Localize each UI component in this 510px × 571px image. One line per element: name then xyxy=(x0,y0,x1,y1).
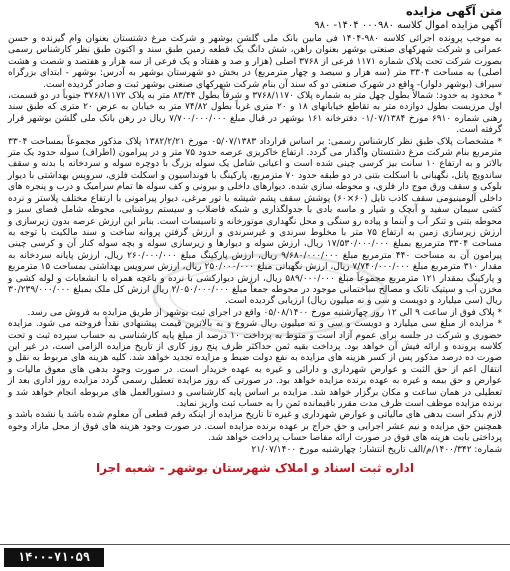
paragraph-auction-date: * پلاک فوق از ساعت ۹ الی ۱۲ روز چهارشنبه مورخ ۰۵/۰۸/۱۴۰۰ واقع در اجرای ثبت بوشهر از طریق مزایده به فروش می رسد. xyxy=(27,307,502,318)
paragraph-debts-note: لازم بذکر است بدهی های مالیاتی و عوارض شهرداری و غیره تا تاریخ مزایده از اینکه رقم قطعی آن معلوم شده باشد یا نشده باشد و همچنین حق مزایده و نیم عشر اجرایی و حق حراج بر عهده برنده مزایده است. در صورت وجود هزینه های فوق از محل مازاد وجوه پرداختی بابت هزینه های فوق در صورت ارائه مفاصا حساب پرداخت خواهد شد. xyxy=(8,410,502,444)
paragraph-boundaries: * محدود به حدود: شمالاً بطول چهل متر به شماره پلاک ۳۷۶۸/۱۱۷۰ و شرقاً بطول ۸۳/۴۴ متر به پلاک ۳۷۶۸/۱۱۷۲ جنوباً در دو قسمت، اول مرزیست بطول دوازده متر به تقاطع خیابانهای ۱۸ و ۲۰ متری غرباً بطول ۷۴/۸۲ متر به خیابان به عرض ۲۰ متری که طبق سند رهنی شماره ۶۹۱۰ مورخ ۰۱/۰۷/۱۳۸۴ دفترخانه ۱۶۱ بوشهر در قبال مبلغ ۷/۷۰۰/۰۰۰/۰۰۰ ریال در رهن بانک ملی گلشن بوشهر قرار گرفته است. xyxy=(8,91,502,136)
notice-title: متن آگهی مزایده xyxy=(406,4,502,18)
issuing-office-signature: اداره ثبت اسناد و املاک شهرستان بوشهر - شعبه اجرا xyxy=(96,461,414,476)
notice-body xyxy=(8,34,502,456)
footer-divider xyxy=(0,544,510,545)
paragraph-expert-assessment: * مشخصات پلاک طبق نظر کارشناس رسمی: بر اساس قرارداد ۰۵/۰۷/۱۳۸۳ مورخ ۱۳۸۲/۲/۲۱ پلاک مذکور مجموعاً بمساحت ۳۳۰۴ مترمربع بنام شرکت مرغ دشتستان واگذار می گردد. ارتفاع خاکریزی عرصه حدود ۷۵ متر و در پیرامون (اطراف) سوله حدود یک متر بالاتر و به ارتفاع ۱۰ سانت بیز کرسی چینی شده است و اعیانی شامل یک سوله بزرگ با دوچره سوله و سردخانه با بدنه و سقف ساندویچ پانل، نگهبانی با اسکلت بتنی در دو طبقه حدود ۷۰ مترمربع، پارکینگ با فونداسیون و اسکلت فلزی، سرویس بهداشتی با دیوار بلوکی و سقف ورق موج دار فلزی، و محوطه سازی شده. دیوارهای داخلی و بیرونی و کف سوله ها تمام سرامیک و درب و پنجره های داخلی آلومینیومی سقف کاذب تایل (۶۰×۶۰) پوشش سقف پشم شیشه با تور مرغی، دیوار پیرامونی با ارتفاع مختلف پلاستر و نرده کشی سیمان سفید و آبچک و شیار و ماسه بادی با جدولگذاری و شبکه فاضلاب و سیستم روشنایی، محوطه شامل فضای سبز و محوطه بتنی و تنکر آب و آبنما و پیاده رو سنگی و محل نگهداری موتورخانه و تاسیسات است. بنابر این ارزش عرصه بدون زیرسازی و ارزش زیرسازی زمین به ارتفاع ۷۵ متر با مخلوط سرندی و غیرسرندی و ارزش گرفتن پروانه ساخت و سند مالکیت با توجه به مساحت ۳۳۰۴ مترمربع بمبلغ ۱۷/۵۳۰/۰۰۰/۰۰۰ ریال، ارزش سوله و دیوارها و زیرسازی سوله و بچه سوله کنار آن و کرسی چینی پیرامون آن به مساحت ۴۴۰ مترمربع مبلغ ۹/۶۸۰/۰۰۰/۰۰۰ ریال، ارزش پارکینگ مبلغ ۲۶۰/۰۰۰/۰۰۰ ریال، ارزش پایانه سردخانه به مقدار ۳۱۰ مترمربع مبلغ ۷/۷۴۰/۰۰۰/۰۰۰ ریال، ارزش نگهبانی مبلغ ۲۵۰/۰۰۰/۰۰۰ ریال، ارزش سرویس بهداشتی بمساحت ۱۵ مترمربع و پارکینگ بمقدار ۱۲۱ مترمربع مجموعاً مبلغ ۵۸۹/۰۰۰/۰۰۰ ریال، ارزش دیوارکشی با نرده و باغچه همراه با انشعابات و لوله کشی و مخزن آب و سپتیک تانک و مصالح ساختمانی موجود در محوطه جمعاً مبلغ ۲/۰۵۰/۰۰۰/۰۰۰ ریال ارزش کل ملک بمبلغ ۳۰/۲۳۹/۰۰۰/۰۰۰ ریال (سی میلیارد و دویست و سی و نه میلیون ریال) ارزیابی گردیده است. xyxy=(8,136,503,307)
paragraph-property: به موجب پرونده اجرائی کلاسه ۹۸۰-۱۴۰۴ فی مابین بانک ملی گلشن بوشهر و شرکت مرغ دشتستان بعنوان وام گیرنده و حسن عمرانی و شرکت شهرکهای صنعتی بوشهر بعنوان راهن، شش دانگ یک قطعه زمین طبق سند و اکنون طبق نظر کارشناس رسمی بصورت شرکت تحت پلاک شماره ۱۱۷۱ فرعی از ۳۷۶۸ اصلی (هزار و صد و هفتاد و یک فرعی از سه هزار و هفتصد و شصت و هشت اصلی) به مساحت ۳۳۰۴ متر (سه هزار و سیصد و چهار مترمربع) در بخش دو شهرستان بوشهر به آدرس: بوشهر - ابتدای بزرگراه سیراف (بوشهر دلوار)- واقع در شهرک صنعتی دو که سند آن بنام شرکت شهرکهای صنعتی بوشهر ثبت و صادر گردیده است. xyxy=(8,34,503,90)
notice-subtitle: آگهی مزایده اموال کلاسه ۰۰۰۹۸۰ ۱۴۰۴- ۹۸۰ xyxy=(314,20,502,31)
paragraph-publication-info: شماره: ۱۴۰۰/۳۴۲/م/الف تاریخ انتشار: چهارشنبه مورخ ۲۱/۰۷/۱۴۰۰ xyxy=(251,444,502,455)
paragraph-terms: * مزایده از مبلغ سی میلیارد و دویست و سی و نه میلیون ریال شروع و به بالاترین قیمت پیشنهادی نقداً فروخته می شود. مزایده حضوری و شرکت در جلسه برای عموم آزاد است و منوط به پرداخت ۱۰ درصد از مبلغ پایه کارشناسی به حساب سپرده ثبت و تحت کلاسه پرونده و ارائه فیش آن خواهد بود. پرداخت بقیه ثمن حداکثر ظرف پنج روز کاری از تاریخ مزایده الزامی است، در غیر این صورت ده درصد مذکور پس از کسر هزینه های مزایده به نفع دولت ضبط و مزایده تجدید خواهد شد. کلیه هزینه های مربوط به نقل و انتقال اعم از حق الثبت و عوارض شهرداری و دارائی و غیره به عهده خریدار است. در صورت وجود بدهی های معوق مالیات و عوارض و حق بیمه و غیره به عهده برنده مزایده خواهد بود. در صورتی که روز مزایده تعطیل رسمی گردد مزایده روز اداری بعد از تعطیلی در همان ساعت و مکان برگزار خواهد شد. مزایده بر اساس پایه کارشناسی و دستورالعمل های مربوطه انجام خواهد شد و برنده مزایده موظف است ظرف مدت مقرر باقیمانده ثمن را به حساب ثبت واریز نماید. xyxy=(8,319,502,409)
reference-code-badge: ۱۴۰۰-۷۱۰۵۹ xyxy=(4,548,104,567)
